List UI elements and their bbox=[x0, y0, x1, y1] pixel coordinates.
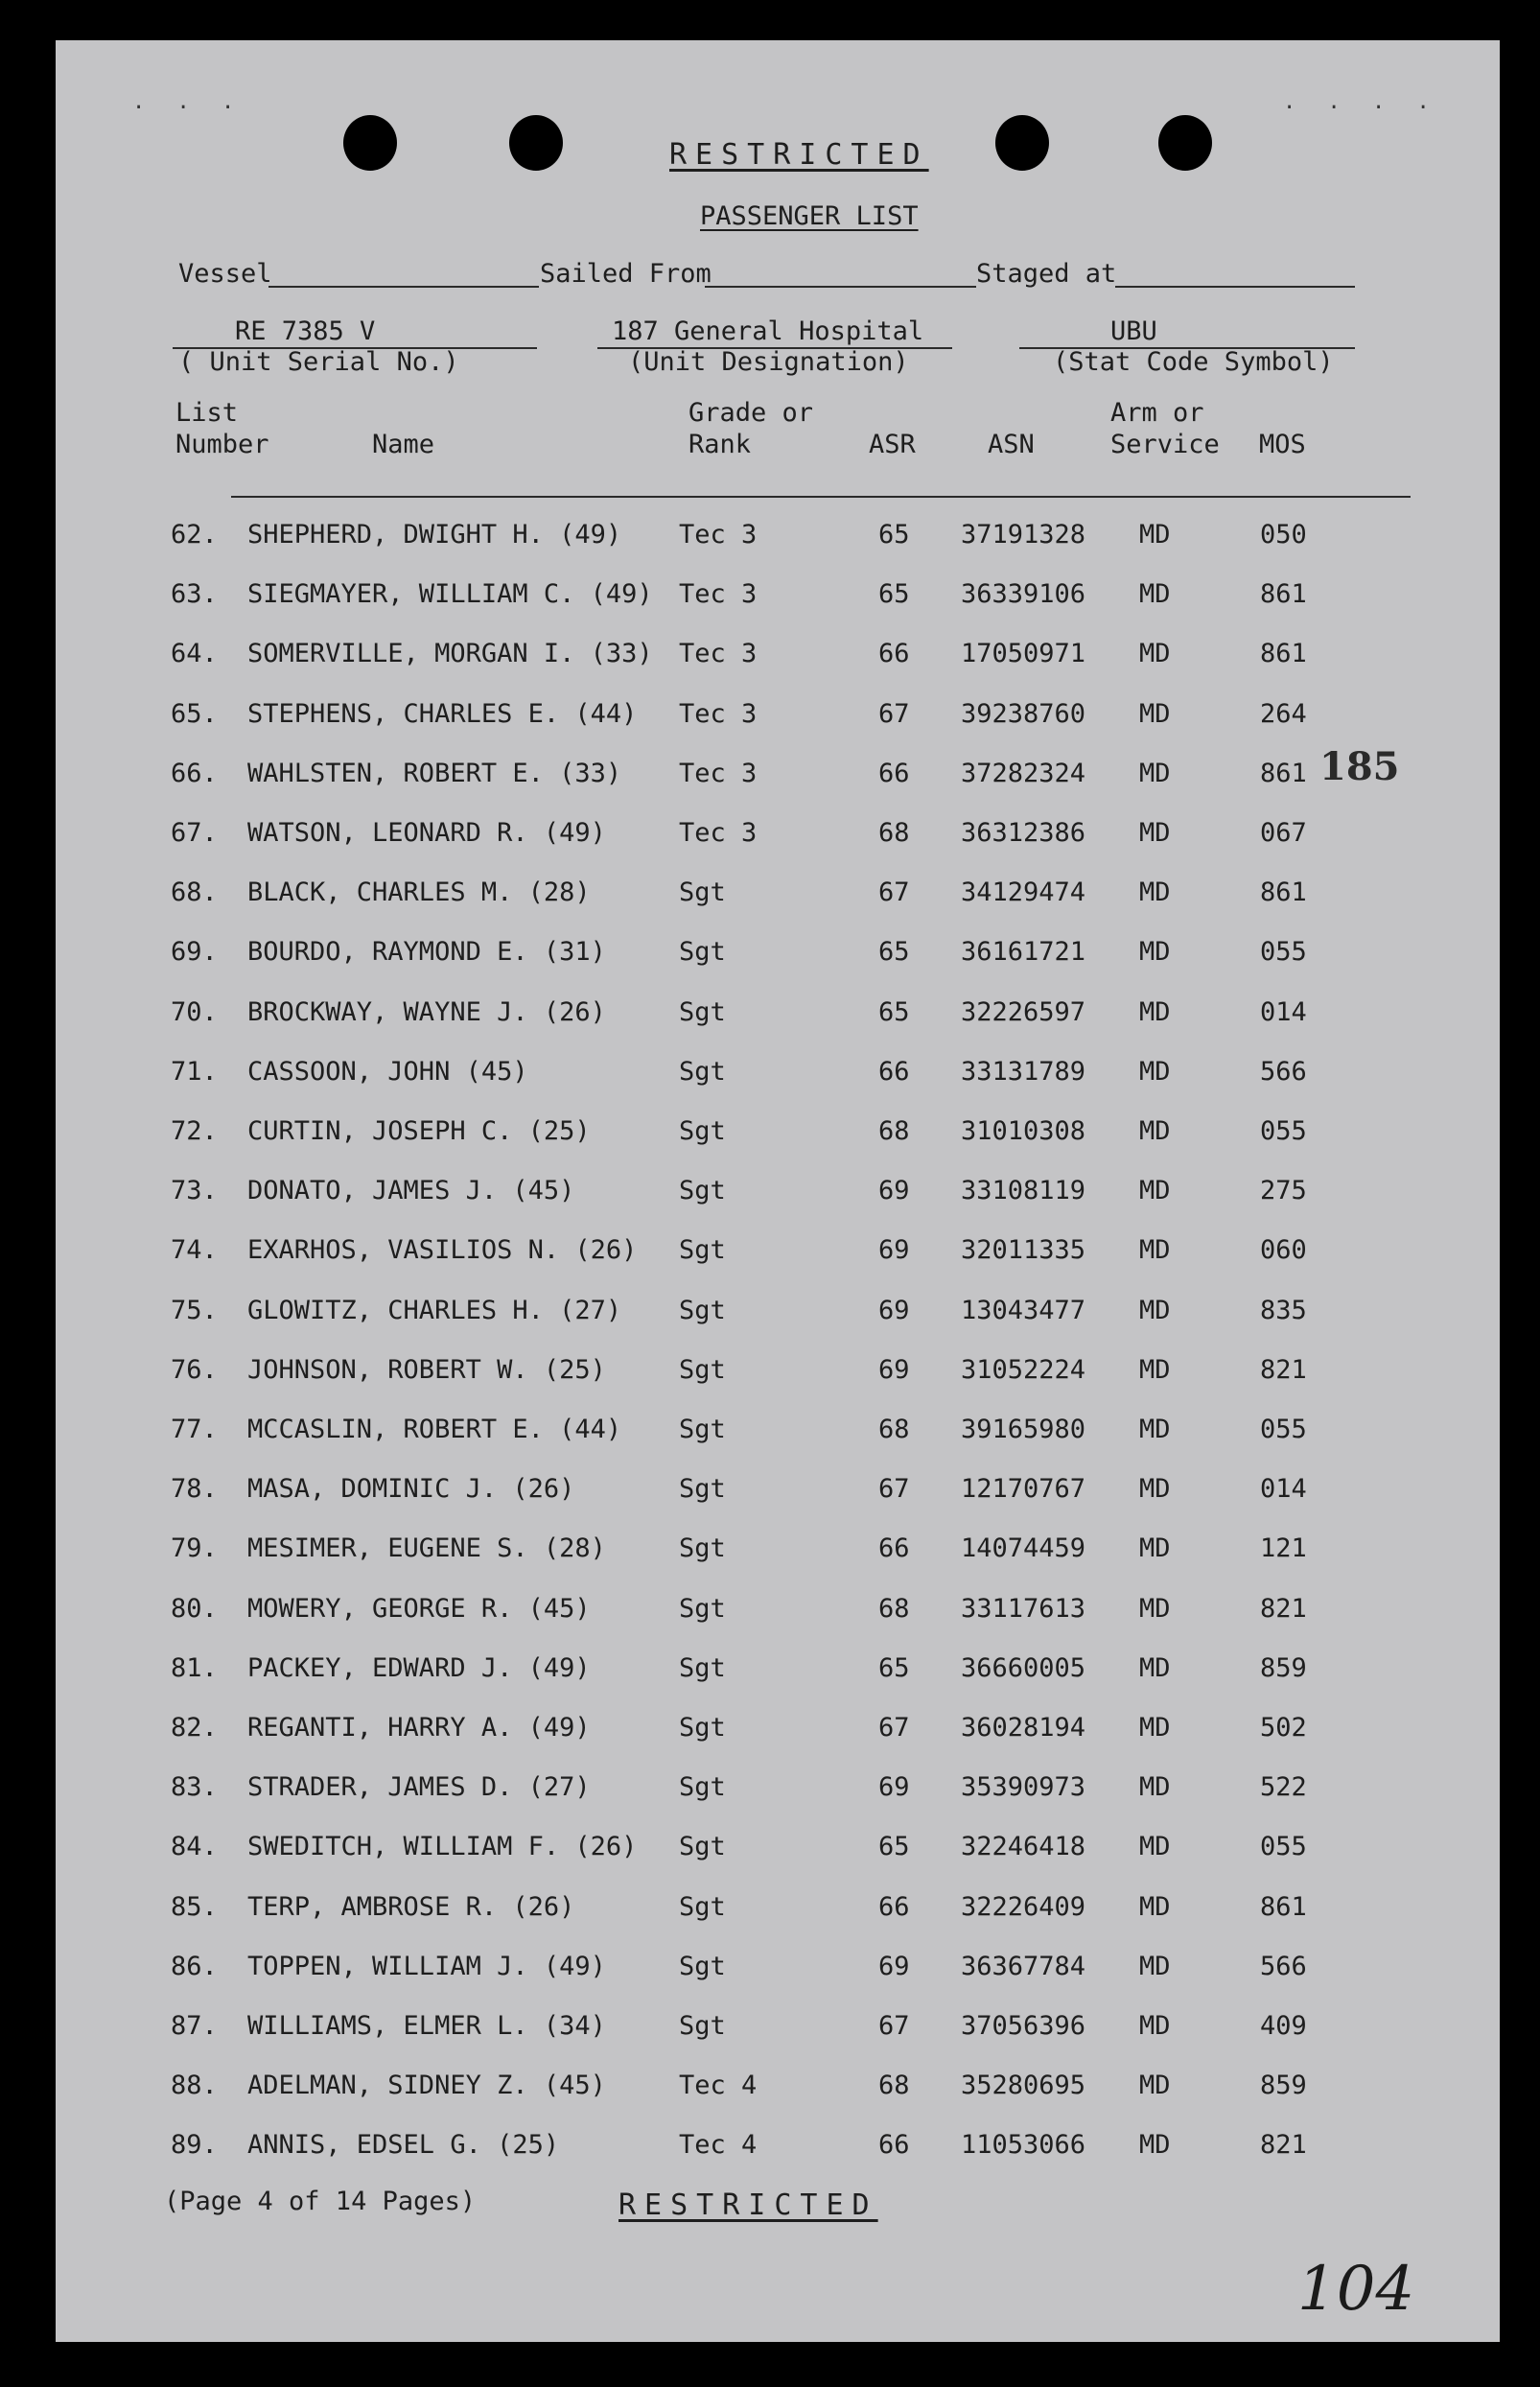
stamped-number: 185 bbox=[1319, 744, 1400, 789]
arm-service: MD bbox=[1139, 1832, 1171, 1862]
grade-rank: Sgt bbox=[679, 1772, 726, 1803]
list-number: 84. bbox=[171, 1832, 218, 1862]
asn-value: 35390973 bbox=[961, 1772, 1086, 1803]
grade-rank: Sgt bbox=[679, 1713, 726, 1743]
asr-value: 65 bbox=[878, 937, 910, 968]
list-number: 73. bbox=[171, 1176, 218, 1206]
punch-hole bbox=[1158, 115, 1212, 171]
grade-rank: Tec 3 bbox=[679, 818, 758, 848]
asn-value: 36367784 bbox=[961, 1951, 1086, 1981]
asr-value: 68 bbox=[878, 1593, 910, 1624]
asr-value: 69 bbox=[878, 1235, 910, 1266]
passenger-name: ADELMAN, SIDNEY Z. (45) bbox=[247, 2071, 606, 2101]
arm-service: MD bbox=[1139, 1533, 1171, 1564]
grade-rank: Sgt bbox=[679, 1474, 726, 1505]
arm-service: MD bbox=[1139, 1354, 1171, 1385]
arm-service: MD bbox=[1139, 1951, 1171, 1981]
table-row bbox=[56, 1832, 1500, 1870]
mos-code: 566 bbox=[1260, 1056, 1307, 1087]
table-row bbox=[56, 579, 1500, 618]
asr-value: 68 bbox=[878, 2071, 910, 2101]
asr-value: 65 bbox=[878, 996, 910, 1027]
col-header-name: Name bbox=[372, 430, 435, 459]
asn-value: 36028194 bbox=[961, 1713, 1086, 1743]
grade-rank: Sgt bbox=[679, 1415, 726, 1444]
staged-at-blank-line bbox=[1115, 286, 1355, 288]
grade-rank: Sgt bbox=[679, 1056, 726, 1087]
table-row bbox=[56, 2011, 1500, 2049]
page-note: (Page 4 of 14 Pages) bbox=[164, 2187, 477, 2216]
document-title: PASSENGER LIST bbox=[700, 201, 919, 231]
asr-value: 67 bbox=[878, 878, 910, 908]
grade-rank: Tec 3 bbox=[679, 698, 758, 729]
mos-code: 014 bbox=[1260, 996, 1307, 1027]
table-row bbox=[56, 699, 1500, 737]
col-header-asr: ASR bbox=[869, 430, 916, 459]
table-row bbox=[56, 1235, 1500, 1274]
grade-rank: Tec 3 bbox=[679, 520, 758, 550]
arm-service: MD bbox=[1139, 2011, 1171, 2041]
list-number: 66. bbox=[171, 758, 218, 788]
mos-code: 264 bbox=[1260, 698, 1307, 729]
arm-service: MD bbox=[1139, 698, 1171, 729]
arm-service: MD bbox=[1139, 1891, 1171, 1922]
arm-service: MD bbox=[1139, 1415, 1171, 1444]
unit-serial-value: RE 7385 V bbox=[235, 316, 376, 346]
header-rule bbox=[231, 496, 1411, 498]
table-row bbox=[56, 759, 1500, 797]
passenger-name: PACKEY, EDWARD J. (49) bbox=[247, 1652, 591, 1683]
unit-serial-caption: ( Unit Serial No.) bbox=[178, 347, 459, 377]
passenger-name: BLACK, CHARLES M. (28) bbox=[247, 878, 591, 908]
grade-rank: Sgt bbox=[679, 1891, 726, 1922]
list-number: 86. bbox=[171, 1951, 218, 1981]
scan-specks: · · · · bbox=[1283, 96, 1439, 120]
restricted-footer: RESTRICTED bbox=[618, 2188, 878, 2222]
mos-code: 055 bbox=[1260, 1415, 1307, 1444]
grade-rank: Sgt bbox=[679, 1951, 726, 1981]
col-header-arm-line2: Service bbox=[1110, 430, 1220, 459]
document-sheet bbox=[56, 40, 1500, 2342]
arm-service: MD bbox=[1139, 1116, 1171, 1146]
table-row bbox=[56, 1474, 1500, 1512]
asr-value: 69 bbox=[878, 1772, 910, 1803]
arm-service: MD bbox=[1139, 1295, 1171, 1325]
unit-designation-value: 187 General Hospital bbox=[612, 316, 924, 346]
asr-value: 67 bbox=[878, 1713, 910, 1743]
asn-value: 37191328 bbox=[961, 520, 1086, 550]
col-header-arm bbox=[1110, 397, 1220, 460]
grade-rank: Sgt bbox=[679, 1354, 726, 1385]
mos-code: 861 bbox=[1260, 878, 1307, 908]
mos-code: 121 bbox=[1260, 1533, 1307, 1564]
passenger-name: MASA, DOMINIC J. (26) bbox=[247, 1474, 575, 1505]
asn-value: 13043477 bbox=[961, 1295, 1086, 1325]
asr-value: 68 bbox=[878, 1116, 910, 1146]
arm-service: MD bbox=[1139, 1772, 1171, 1803]
grade-rank: Sgt bbox=[679, 1295, 726, 1325]
table-row bbox=[56, 1057, 1500, 1095]
asr-value: 69 bbox=[878, 1354, 910, 1385]
grade-rank: Sgt bbox=[679, 937, 726, 968]
table-row bbox=[56, 639, 1500, 677]
arm-service: MD bbox=[1139, 1235, 1171, 1266]
arm-service: MD bbox=[1139, 579, 1171, 610]
passenger-name: SHEPHERD, DWIGHT H. (49) bbox=[247, 520, 622, 550]
list-number: 88. bbox=[171, 2071, 218, 2101]
asn-value: 36312386 bbox=[961, 818, 1086, 848]
list-number: 74. bbox=[171, 1235, 218, 1266]
asn-value: 33131789 bbox=[961, 1056, 1086, 1087]
col-header-list-line2: Number bbox=[175, 430, 269, 459]
asn-value: 12170767 bbox=[961, 1474, 1086, 1505]
mos-code: 821 bbox=[1260, 1593, 1307, 1624]
table-row bbox=[56, 1713, 1500, 1751]
list-number: 82. bbox=[171, 1713, 218, 1743]
mos-code: 861 bbox=[1260, 1891, 1307, 1922]
list-number: 67. bbox=[171, 818, 218, 848]
asr-value: 65 bbox=[878, 520, 910, 550]
col-header-arm-line1: Arm or bbox=[1110, 398, 1204, 428]
table-row bbox=[56, 818, 1500, 856]
table-row bbox=[56, 1892, 1500, 1931]
mos-code: 859 bbox=[1260, 1652, 1307, 1683]
table-row bbox=[56, 1594, 1500, 1632]
passenger-name: WILLIAMS, ELMER L. (34) bbox=[247, 2011, 606, 2041]
grade-rank: Sgt bbox=[679, 996, 726, 1027]
list-number: 64. bbox=[171, 639, 218, 669]
table-row bbox=[56, 1176, 1500, 1214]
grade-rank: Sgt bbox=[679, 1652, 726, 1683]
passenger-name: ANNIS, EDSEL G. (25) bbox=[247, 2130, 560, 2161]
grade-rank: Tec 4 bbox=[679, 2130, 758, 2161]
mos-code: 821 bbox=[1260, 2130, 1307, 2161]
passenger-name: CASSOON, JOHN (45) bbox=[247, 1056, 528, 1087]
asn-value: 32246418 bbox=[961, 1832, 1086, 1862]
mos-code: 055 bbox=[1260, 1832, 1307, 1862]
mos-code: 502 bbox=[1260, 1713, 1307, 1743]
asr-value: 65 bbox=[878, 1652, 910, 1683]
asn-value: 32011335 bbox=[961, 1235, 1086, 1266]
mos-code: 055 bbox=[1260, 937, 1307, 968]
arm-service: MD bbox=[1139, 1593, 1171, 1624]
mos-code: 835 bbox=[1260, 1295, 1307, 1325]
mos-code: 861 bbox=[1260, 758, 1307, 788]
mos-code: 566 bbox=[1260, 1951, 1307, 1981]
grade-rank: Tec 4 bbox=[679, 2071, 758, 2101]
grade-rank: Tec 3 bbox=[679, 758, 758, 788]
asn-value: 34129474 bbox=[961, 878, 1086, 908]
list-number: 63. bbox=[171, 579, 218, 610]
table-row bbox=[56, 1533, 1500, 1572]
grade-rank: Tec 3 bbox=[679, 639, 758, 669]
passenger-name: EXARHOS, VASILIOS N. (26) bbox=[247, 1235, 638, 1266]
mos-code: 409 bbox=[1260, 2011, 1307, 2041]
asr-value: 67 bbox=[878, 2011, 910, 2041]
arm-service: MD bbox=[1139, 818, 1171, 848]
passenger-name: BOURDO, RAYMOND E. (31) bbox=[247, 937, 606, 968]
mos-code: 055 bbox=[1260, 1116, 1307, 1146]
passenger-name: TERP, AMBROSE R. (26) bbox=[247, 1891, 575, 1922]
mos-code: 060 bbox=[1260, 1235, 1307, 1266]
list-number: 87. bbox=[171, 2011, 218, 2041]
col-header-mos: MOS bbox=[1259, 430, 1306, 459]
asn-value: 33117613 bbox=[961, 1593, 1086, 1624]
table-row bbox=[56, 1116, 1500, 1155]
col-header-grade bbox=[688, 397, 813, 460]
punch-hole bbox=[995, 115, 1049, 171]
table-row bbox=[56, 1355, 1500, 1393]
arm-service: MD bbox=[1139, 1652, 1171, 1683]
list-number: 62. bbox=[171, 520, 218, 550]
vessel-blank-line bbox=[268, 286, 539, 288]
list-number: 78. bbox=[171, 1474, 218, 1505]
list-number: 70. bbox=[171, 996, 218, 1027]
passenger-name: MOWERY, GEORGE R. (45) bbox=[247, 1593, 591, 1624]
asn-value: 39238760 bbox=[961, 698, 1086, 729]
mos-code: 522 bbox=[1260, 1772, 1307, 1803]
col-header-list-number bbox=[175, 397, 269, 460]
mos-code: 050 bbox=[1260, 520, 1307, 550]
table-row bbox=[56, 1653, 1500, 1692]
asr-value: 69 bbox=[878, 1176, 910, 1206]
passenger-name: SOMERVILLE, MORGAN I. (33) bbox=[247, 639, 653, 669]
asn-value: 14074459 bbox=[961, 1533, 1086, 1564]
list-number: 89. bbox=[171, 2130, 218, 2161]
arm-service: MD bbox=[1139, 2130, 1171, 2161]
sailed-from-label: Sailed From bbox=[540, 259, 712, 289]
grade-rank: Sgt bbox=[679, 1235, 726, 1266]
arm-service: MD bbox=[1139, 937, 1171, 968]
list-number: 72. bbox=[171, 1116, 218, 1146]
asr-value: 66 bbox=[878, 2130, 910, 2161]
passenger-name: DONATO, JAMES J. (45) bbox=[247, 1176, 575, 1206]
mos-code: 861 bbox=[1260, 639, 1307, 669]
mos-code: 275 bbox=[1260, 1176, 1307, 1206]
grade-rank: Sgt bbox=[679, 1593, 726, 1624]
asn-value: 37282324 bbox=[961, 758, 1086, 788]
list-number: 76. bbox=[171, 1354, 218, 1385]
arm-service: MD bbox=[1139, 2071, 1171, 2101]
arm-service: MD bbox=[1139, 1056, 1171, 1087]
asn-value: 37056396 bbox=[961, 2011, 1086, 2041]
asr-value: 68 bbox=[878, 1415, 910, 1444]
asn-value: 11053066 bbox=[961, 2130, 1086, 2161]
grade-rank: Sgt bbox=[679, 878, 726, 908]
col-header-list-line1: List bbox=[175, 398, 239, 428]
stat-code-value: UBU bbox=[1110, 316, 1157, 346]
asr-value: 66 bbox=[878, 639, 910, 669]
col-header-asn: ASN bbox=[988, 430, 1035, 459]
passenger-name: CURTIN, JOSEPH C. (25) bbox=[247, 1116, 591, 1146]
arm-service: MD bbox=[1139, 1713, 1171, 1743]
grade-rank: Tec 3 bbox=[679, 579, 758, 610]
sailed-from-blank-line bbox=[705, 286, 976, 288]
asn-value: 32226597 bbox=[961, 996, 1086, 1027]
passenger-name: GLOWITZ, CHARLES H. (27) bbox=[247, 1295, 622, 1325]
arm-service: MD bbox=[1139, 1474, 1171, 1505]
asr-value: 69 bbox=[878, 1295, 910, 1325]
passenger-name: WAHLSTEN, ROBERT E. (33) bbox=[247, 758, 622, 788]
grade-rank: Sgt bbox=[679, 1116, 726, 1146]
list-number: 85. bbox=[171, 1891, 218, 1922]
asr-value: 66 bbox=[878, 1056, 910, 1087]
mos-code: 861 bbox=[1260, 579, 1307, 610]
table-row bbox=[56, 937, 1500, 975]
arm-service: MD bbox=[1139, 639, 1171, 669]
asn-value: 36339106 bbox=[961, 579, 1086, 610]
table-row bbox=[56, 878, 1500, 916]
passenger-name: TOPPEN, WILLIAM J. (49) bbox=[247, 1951, 606, 1981]
asn-value: 17050971 bbox=[961, 639, 1086, 669]
asn-value: 35280695 bbox=[961, 2071, 1086, 2101]
list-number: 65. bbox=[171, 698, 218, 729]
asr-value: 69 bbox=[878, 1951, 910, 1981]
col-header-grade-line2: Rank bbox=[688, 430, 752, 459]
asr-value: 66 bbox=[878, 1891, 910, 1922]
scan-specks: · · · bbox=[132, 96, 245, 120]
passenger-name: MESIMER, EUGENE S. (28) bbox=[247, 1533, 606, 1564]
list-number: 80. bbox=[171, 1593, 218, 1624]
asn-value: 33108119 bbox=[961, 1176, 1086, 1206]
passenger-name: SWEDITCH, WILLIAM F. (26) bbox=[247, 1832, 638, 1862]
grade-rank: Sgt bbox=[679, 1533, 726, 1564]
asr-value: 68 bbox=[878, 818, 910, 848]
passenger-name: JOHNSON, ROBERT W. (25) bbox=[247, 1354, 606, 1385]
passenger-name: STRADER, JAMES D. (27) bbox=[247, 1772, 591, 1803]
table-row bbox=[56, 520, 1500, 558]
asr-value: 67 bbox=[878, 698, 910, 729]
asn-value: 31052224 bbox=[961, 1354, 1086, 1385]
passenger-name: STEPHENS, CHARLES E. (44) bbox=[247, 698, 638, 729]
mos-code: 067 bbox=[1260, 818, 1307, 848]
handwritten-page-number: 104 bbox=[1297, 2254, 1415, 2325]
grade-rank: Sgt bbox=[679, 2011, 726, 2041]
unit-designation-caption: (Unit Designation) bbox=[628, 347, 909, 377]
table-row bbox=[56, 1952, 1500, 1990]
list-number: 75. bbox=[171, 1295, 218, 1325]
passenger-name: WATSON, LEONARD R. (49) bbox=[247, 818, 606, 848]
passenger-name: MCCASLIN, ROBERT E. (44) bbox=[247, 1415, 622, 1444]
arm-service: MD bbox=[1139, 520, 1171, 550]
vessel-label: Vessel bbox=[178, 259, 272, 289]
asn-value: 36660005 bbox=[961, 1652, 1086, 1683]
mos-code: 821 bbox=[1260, 1354, 1307, 1385]
list-number: 68. bbox=[171, 878, 218, 908]
list-number: 77. bbox=[171, 1415, 218, 1444]
passenger-name: SIEGMAYER, WILLIAM C. (49) bbox=[247, 579, 653, 610]
punch-hole bbox=[509, 115, 563, 171]
mos-code: 014 bbox=[1260, 1474, 1307, 1505]
asn-value: 31010308 bbox=[961, 1116, 1086, 1146]
table-row bbox=[56, 1296, 1500, 1334]
passenger-name: BROCKWAY, WAYNE J. (26) bbox=[247, 996, 606, 1027]
restricted-heading: RESTRICTED bbox=[669, 138, 929, 172]
grade-rank: Sgt bbox=[679, 1832, 726, 1862]
table-row bbox=[56, 1772, 1500, 1811]
asn-value: 36161721 bbox=[961, 937, 1086, 968]
stat-code-caption: (Stat Code Symbol) bbox=[1053, 347, 1334, 377]
table-row bbox=[56, 2130, 1500, 2168]
punch-hole bbox=[343, 115, 397, 171]
grade-rank: Sgt bbox=[679, 1176, 726, 1206]
arm-service: MD bbox=[1139, 996, 1171, 1027]
asr-value: 66 bbox=[878, 1533, 910, 1564]
asr-value: 65 bbox=[878, 1832, 910, 1862]
arm-service: MD bbox=[1139, 878, 1171, 908]
asn-value: 32226409 bbox=[961, 1891, 1086, 1922]
arm-service: MD bbox=[1139, 1176, 1171, 1206]
asr-value: 66 bbox=[878, 758, 910, 788]
mos-code: 859 bbox=[1260, 2071, 1307, 2101]
asr-value: 65 bbox=[878, 579, 910, 610]
table-row bbox=[56, 1415, 1500, 1453]
list-number: 71. bbox=[171, 1056, 218, 1087]
col-header-grade-line1: Grade or bbox=[688, 398, 814, 428]
table-row bbox=[56, 2071, 1500, 2109]
table-row bbox=[56, 997, 1500, 1036]
arm-service: MD bbox=[1139, 758, 1171, 788]
list-number: 81. bbox=[171, 1652, 218, 1683]
asn-value: 39165980 bbox=[961, 1415, 1086, 1444]
list-number: 83. bbox=[171, 1772, 218, 1803]
passenger-name: REGANTI, HARRY A. (49) bbox=[247, 1713, 591, 1743]
staged-at-label: Staged at bbox=[976, 259, 1117, 289]
asr-value: 67 bbox=[878, 1474, 910, 1505]
list-number: 69. bbox=[171, 937, 218, 968]
list-number: 79. bbox=[171, 1533, 218, 1564]
